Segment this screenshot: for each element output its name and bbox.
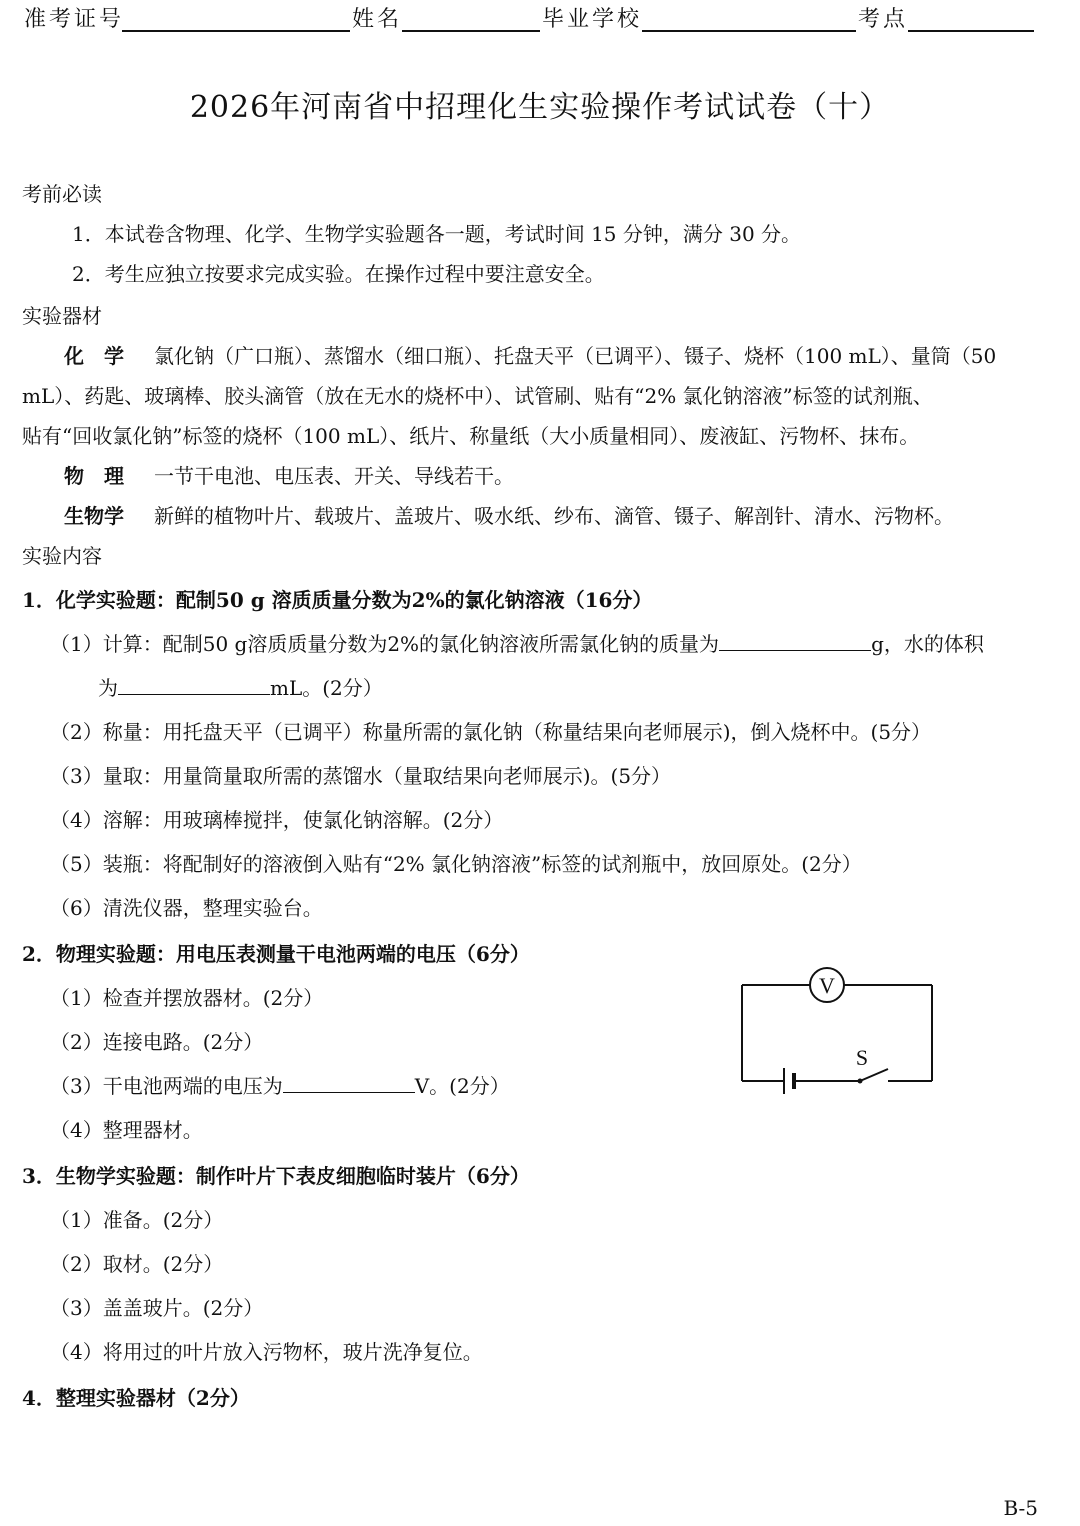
q2-title: 2．物理实验题：用电压表测量干电池两端的电压（6分）: [22, 942, 530, 966]
q2-step-3: [50, 1070, 510, 1099]
bio-label: 生物学: [64, 504, 124, 528]
notice-heading: 考前必读: [22, 182, 102, 206]
page-code: B-5: [1003, 1496, 1038, 1520]
q1-step-5: （5）装瓶：将配制好的溶液倒入贴有“2% 氯化钠溶液”标签的试剂瓶中，放回原处。(2分）: [50, 852, 862, 876]
equipment-heading: 实验器材: [22, 304, 102, 328]
notice-item-2: 2．考生应独立按要求完成实验。在操作过程中要注意安全。: [72, 262, 605, 286]
voltage-blank[interactable]: [283, 1072, 415, 1093]
q4-title: 4．整理实验器材（2分）: [22, 1386, 250, 1410]
school-blank[interactable]: [642, 30, 856, 32]
q2-step-1: （1）检查并摆放器材。(2分）: [50, 986, 324, 1010]
phys-text: 一节干电池、电压表、开关、导线若干。: [154, 464, 514, 488]
switch-contact: [858, 1079, 863, 1084]
chem-line-1: 氯化钠（广口瓶）、蒸馏水（细口瓶）、托盘天平（已调平）、镊子、烧杯（100 mL）、量筒（50: [154, 344, 997, 368]
name-blank[interactable]: [402, 30, 540, 32]
exam-id-label: 准考证号: [24, 7, 125, 32]
exam-id-blank[interactable]: [122, 30, 350, 32]
candidate-info-header: [24, 0, 1064, 40]
nacl-mass-blank[interactable]: [719, 630, 871, 651]
q1-step-1-unit-g: g，水的体积: [871, 632, 984, 656]
notice-item-1: 1．本试卷含物理、化学、生物学实验题各一题，考试时间 15 分钟，满分 30 分。: [72, 222, 802, 246]
q1-step-1: [50, 628, 984, 657]
q3-step-4: （4）将用过的叶片放入污物杯，玻片洗净复位。: [50, 1340, 483, 1364]
switch-lever: [860, 1069, 888, 1081]
content-heading: 实验内容: [22, 544, 102, 568]
q3-step-3: （3）盖盖玻片。(2分）: [50, 1296, 264, 1320]
chem-line-2: mL）、药匙、玻璃棒、胶头滴管（放在无水的烧杯中）、试管刷、贴有“2% 氯化钠溶液”标签的试剂瓶、: [22, 384, 933, 408]
q1-step-1-cont: [98, 672, 383, 701]
phys-label: 物 理: [64, 464, 124, 488]
school-label: 毕业学校: [542, 7, 643, 32]
q1-step-1-text: （1）计算：配制50 g溶质质量分数为2%的氯化钠溶液所需氯化钠的质量为: [50, 632, 720, 656]
water-volume-blank[interactable]: [118, 674, 270, 695]
page-title: 2026年河南省中招理化生实验操作考试试卷（十）: [189, 90, 891, 125]
q1-title: 1．化学实验题：配制50 g 溶质质量分数为2%的氯化钠溶液（16分）: [22, 588, 653, 612]
q1-step-2: （2）称量：用托盘天平（已调平）称量所需的氯化钠（称量结果向老师展示)，倒入烧杯中。(5分）: [50, 720, 932, 744]
chem-label: 化 学: [64, 344, 124, 368]
q2-step-4: （4）整理器材。: [50, 1118, 203, 1142]
q1-step-6: （6）清洗仪器，整理实验台。: [50, 896, 323, 920]
q3-step-1: （1）准备。(2分）: [50, 1208, 224, 1232]
q1-step-1-cont-text: 为: [98, 676, 118, 700]
voltmeter-label: V: [819, 973, 835, 998]
site-label: 考点: [858, 7, 909, 32]
site-blank[interactable]: [908, 30, 1034, 32]
q3-step-2: （2）取材。(2分）: [50, 1252, 224, 1276]
q3-title: 3．生物学实验题：制作叶片下表皮细胞临时装片（6分）: [22, 1164, 530, 1188]
bio-text: 新鲜的植物叶片、载玻片、盖玻片、吸水纸、纱布、滴管、镊子、解剖针、清水、污物杯。: [154, 504, 954, 528]
circuit-diagram: [738, 965, 938, 1100]
q2-step-3-unit: V。(2分）: [414, 1074, 510, 1098]
q2-step-2: （2）连接电路。(2分）: [50, 1030, 264, 1054]
chem-line-3: 贴有“回收氯化钠”标签的烧杯（100 mL）、纸片、称量纸（大小质量相同）、废液缸、污物杯、抹布。: [22, 424, 920, 448]
switch-label: S: [855, 1045, 869, 1070]
q1-step-4: （4）溶解：用玻璃棒搅拌，使氯化钠溶解。(2分）: [50, 808, 504, 832]
name-label: 姓名: [352, 7, 403, 32]
q1-step-1-unit-ml: mL。(2分）: [270, 676, 383, 700]
q2-step-3-text: （3）干电池两端的电压为: [50, 1074, 283, 1098]
q1-step-3: （3）量取：用量筒量取所需的蒸馏水（量取结果向老师展示)。(5分）: [50, 764, 672, 788]
